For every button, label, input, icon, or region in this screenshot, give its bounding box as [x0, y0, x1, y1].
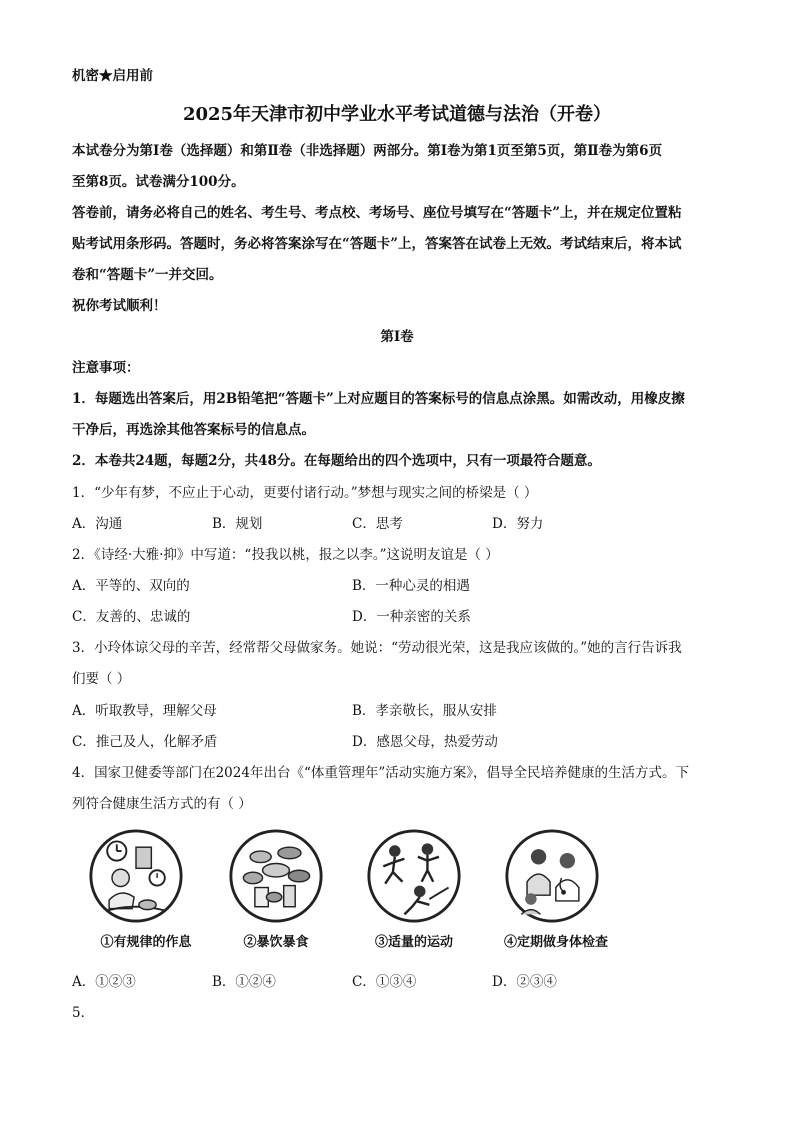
- good-luck-text: 祝你考试顺利！: [72, 298, 167, 314]
- note-line: 1．每题选出答案后，用2B铅笔把“答题卡”上对应题目的答案标号的信息点涂黑。如需改动，用橡皮擦: [72, 391, 685, 407]
- q2-option-a: A．平等的、双向的: [72, 578, 190, 594]
- q4-option-b: B．①②④: [212, 974, 276, 990]
- q2-option-d: D．一种亲密的关系: [352, 609, 471, 625]
- notes-heading: 注意事项：: [72, 360, 140, 376]
- caption-1: ①有规律的作息: [100, 935, 192, 950]
- question-3-stem: 3．小玲体谅父母的辛苦，经常帮父母做家务。她说：“劳动很光荣，这是我应该做的。”她的言行告诉我: [72, 640, 682, 656]
- health-checkup-illustration: [504, 828, 600, 924]
- q4-option-a: A．①②③: [72, 974, 136, 990]
- q4-option-d: D．②③④: [492, 974, 557, 990]
- q2-option-c: C．友善的、忠诚的: [72, 609, 191, 625]
- instruction-line: 卷和“答题卡”一并交回。: [72, 267, 223, 283]
- overeating-illustration: [228, 828, 324, 924]
- instruction-line: 贴考试用条形码。答题时，务必将答案涂写在“答题卡”上，答案答在试卷上无效。考试结束后，将本试: [72, 236, 682, 252]
- section-title: 第Ⅰ卷: [380, 329, 414, 345]
- regular-schedule-illustration: [88, 828, 184, 924]
- q1-option-b: B．规划: [212, 516, 263, 532]
- q3-option-c: C．推己及人，化解矛盾: [72, 734, 218, 750]
- question-2-stem: 2．《诗经·大雅·抑》中写道：“投我以桃，报之以李。”这说明友谊是（ ）: [72, 547, 499, 563]
- q1-option-d: D．努力: [492, 516, 544, 532]
- note-line: 2．本卷共24题，每题2分，共48分。在每题给出的四个选项中，只有一项最符合题意。: [72, 453, 601, 469]
- caption-2: ②暴饮暴食: [243, 935, 309, 950]
- q4-option-c: C．①③④: [352, 974, 417, 990]
- q1-option-c: C．思考: [352, 516, 403, 532]
- instruction-line: 答卷前，请务必将自己的姓名、考生号、考点校、考场号、座位号填写在“答题卡”上，并在规定位置粘: [72, 205, 682, 221]
- caption-3: ③适量的运动: [374, 935, 453, 950]
- secret-mark: 机密★启用前: [72, 68, 153, 84]
- instruction-line: 至第8页。试卷满分100分。: [72, 174, 245, 190]
- question-5-stem: 5．: [72, 1005, 95, 1021]
- q3-option-a: A．听取教导，理解父母: [72, 703, 217, 719]
- q2-option-b: B．一种心灵的相遇: [352, 578, 470, 594]
- q3-option-b: B．孝亲敬长，服从安排: [352, 703, 497, 719]
- page-title: 2025年天津市初中学业水平考试道德与法治（开卷）: [182, 104, 612, 125]
- question-4-stem: 4．国家卫健委等部门在2024年出台《“体重管理年”活动实施方案》，倡导全民培养健康的生活方式。下: [72, 765, 689, 781]
- question-4-stem-cont: 列符合健康生活方式的有（ ）: [72, 796, 252, 812]
- note-line: 干净后，再选涂其他答案标号的信息点。: [72, 422, 315, 438]
- q1-option-a: A．沟通: [72, 516, 123, 532]
- caption-4: ④定期做身体检查: [503, 935, 608, 950]
- instruction-line: 本试卷分为第Ⅰ卷（选择题）和第Ⅱ卷（非选择题）两部分。第Ⅰ卷为第1页至第5页，第Ⅱ卷为第6页: [72, 143, 663, 159]
- question-1-stem: 1．“少年有梦，不应止于心动，更要付诸行动。”梦想与现实之间的桥梁是（ ）: [72, 485, 538, 501]
- question-3-stem-cont: 们要（ ）: [72, 671, 131, 687]
- moderate-exercise-illustration: [366, 828, 462, 924]
- q3-option-d: D．感恩父母，热爱劳动: [352, 734, 498, 750]
